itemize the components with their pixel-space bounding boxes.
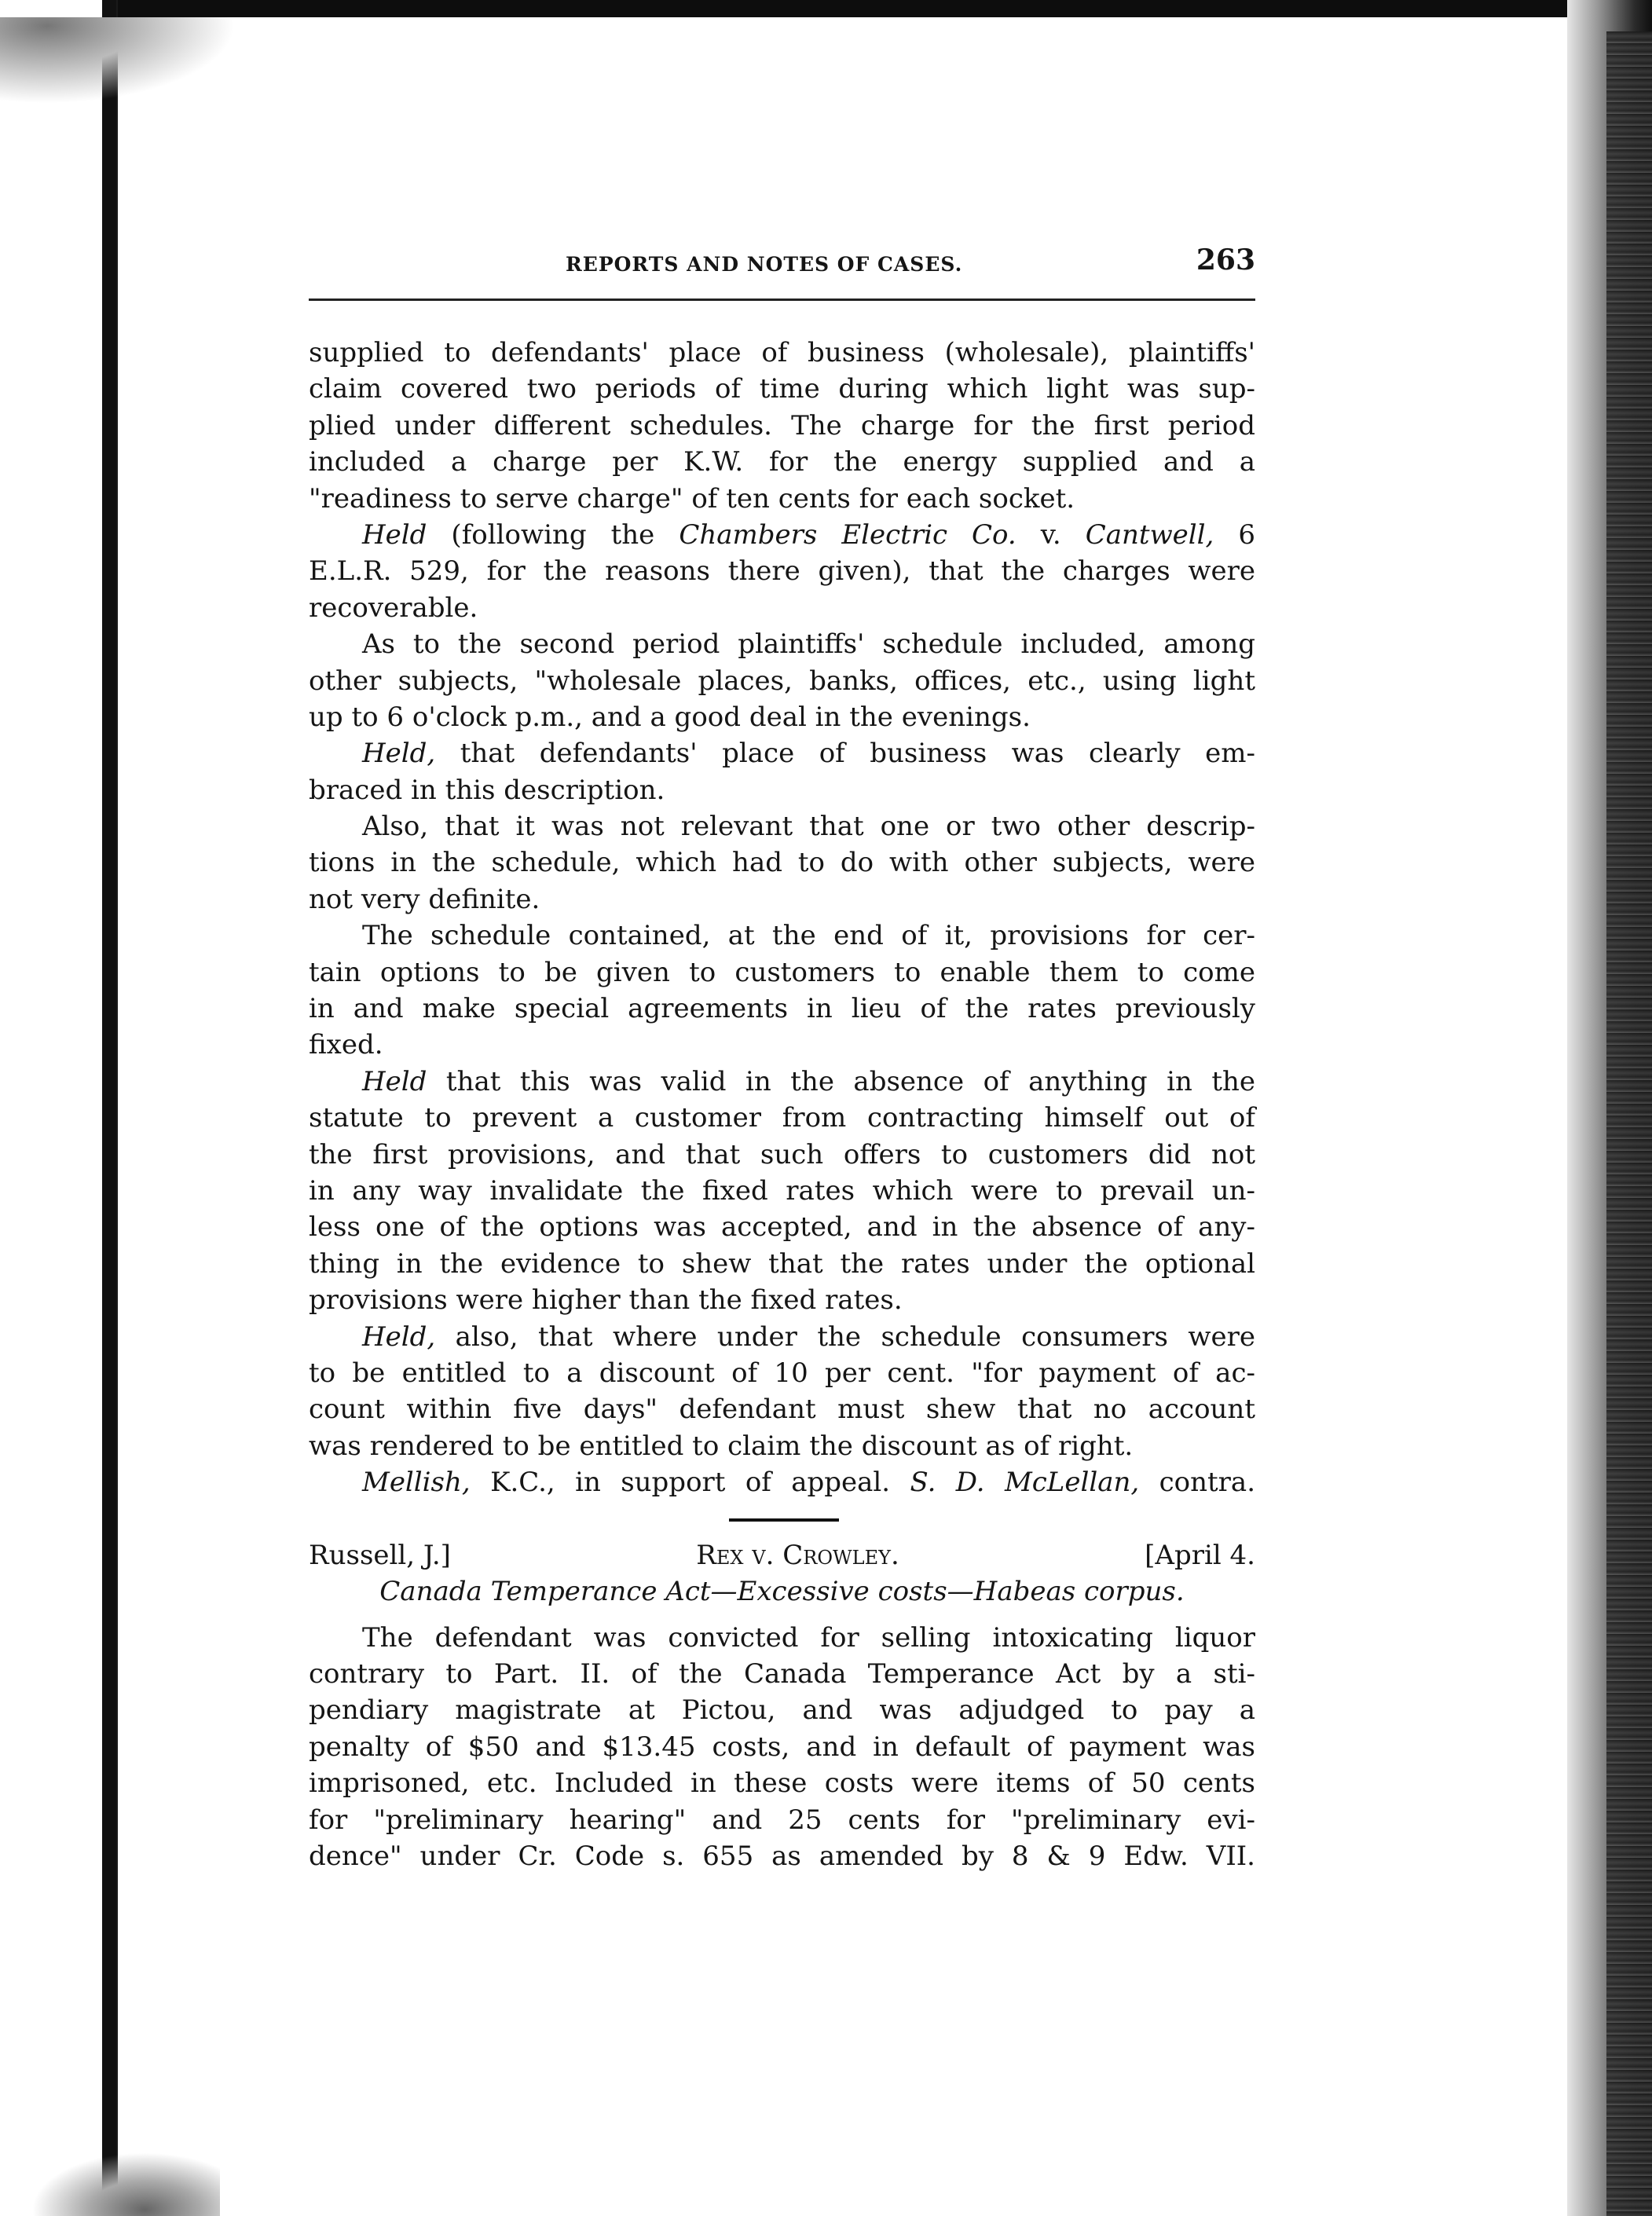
text-line: The schedule contained, at the end of it, provisions for cer- <box>362 920 1255 952</box>
text-line: was rendered to be entitled to claim the discount as of right. <box>309 1430 1134 1462</box>
text-line: plied under different schedules. The charge for the first period <box>309 409 1255 441</box>
text-line: up to 6 o'clock p.m., and a good deal in the evenings. <box>309 701 1031 733</box>
text-line: tain options to be given to customers to enable them to come <box>309 956 1255 988</box>
page-number: 263 <box>1196 244 1255 277</box>
text-line: tions in the schedule, which had to do with other subjects, were <box>309 847 1255 879</box>
case-citation: Cantwell, <box>1085 518 1214 551</box>
text-line: in and make special agreements in lieu of the rates previously <box>309 993 1255 1025</box>
case-heading <box>309 1537 1255 1573</box>
text-line: braced in this description. <box>309 774 665 806</box>
text-line: recoverable. <box>309 592 478 624</box>
scan-left-edge <box>102 0 116 2216</box>
counsel-line: Mellish, K.C., in support of appeal. S. D. McLellan, contra. <box>362 1467 1255 1499</box>
text-line: count within five days" defendant must shew that no account <box>309 1394 1255 1426</box>
running-head: REPORTS AND NOTES OF CASES. <box>566 253 963 276</box>
page-header <box>309 244 1255 299</box>
scan-top-border <box>0 0 1652 17</box>
text-line: "readiness to serve charge" of ten cents for each socket. <box>309 482 1075 515</box>
held-label: Held <box>362 1065 427 1097</box>
case-date: [April 4. <box>1145 1539 1255 1571</box>
text-line: not very definite. <box>309 883 540 915</box>
spacer <box>309 1610 1255 1620</box>
scan-smudge-bottom <box>31 2152 220 2216</box>
header-rule <box>309 299 1255 301</box>
text-line: Also, that it was not relevant that one or two other descrip- <box>362 811 1255 843</box>
appellant-counsel: Mellish, <box>362 1467 471 1499</box>
held-label: Held, <box>362 738 436 770</box>
held-paragraph-first-line: Held, also, that where under the schedule consumers were <box>362 1320 1255 1353</box>
case-subject: Canada Temperance Act—Excessive costs—Habeas corpus. <box>379 1576 1185 1608</box>
text-line: claim covered two periods of time during which light was sup- <box>309 373 1255 405</box>
text-line: provisions were higher than the fixed rates. <box>309 1284 903 1317</box>
text-line: to be entitled to a discount of 10 per cent. "for payment of ac- <box>309 1357 1255 1389</box>
case-citation: Chambers Electric Co. <box>679 518 1016 551</box>
text-line: for "preliminary hearing" and 25 cents for "preliminary evi- <box>309 1804 1255 1836</box>
text-line: The defendant was convicted for selling intoxicating liquor <box>362 1621 1255 1654</box>
text-line: less one of the options was accepted, and in the absence of any- <box>309 1211 1255 1244</box>
text-line: E.L.R. 529, for the reasons there given), that the charges were <box>309 555 1255 588</box>
scan-right-edge-band <box>1606 31 1652 2216</box>
text-line: other subjects, "wholesale places, banks, offices, etc., using light <box>309 665 1255 697</box>
text-line: dence" under Cr. Code s. 655 as amended by 8 & 9 Edw. VII. <box>309 1841 1255 1873</box>
case-separator <box>309 1501 1255 1537</box>
text-line: penalty of $50 and $13.45 costs, and in default of payment was <box>309 1731 1255 1763</box>
held-paragraph-first-line: Held, that defendants' place of business was clearly em- <box>362 738 1255 770</box>
text-line: thing in the evidence to shew that the rates under the optional <box>309 1247 1255 1280</box>
text-line: statute to prevent a customer from contracting himself out of <box>309 1102 1255 1134</box>
case-title: Rex v. Crowley. <box>696 1539 899 1571</box>
held-paragraph-first-line: Held that this was valid in the absence of anything in the <box>362 1065 1255 1097</box>
page-body <box>309 335 1255 1874</box>
scan-smudge-top <box>0 17 236 104</box>
held-paragraph-first-line: Held (following the Chambers Electric Co. v. Cantwell, 6 <box>362 518 1255 551</box>
text-line: As to the second period plaintiffs' schedule included, among <box>362 628 1255 661</box>
text-line: imprisoned, etc. Included in these costs were items of 50 cents <box>309 1767 1255 1800</box>
held-label: Held, <box>362 1320 436 1353</box>
text-line: fixed. <box>309 1029 383 1061</box>
held-label: Held <box>362 518 427 551</box>
respondent-counsel: S. D. McLellan, <box>910 1467 1140 1499</box>
text-line: supplied to defendants' place of business (wholesale), plaintiffs' <box>309 337 1255 368</box>
text-line: in any way invalidate the fixed rates which were to prevail un- <box>309 1174 1255 1207</box>
text-line: contrary to Part. II. of the Canada Temperance Act by a sti- <box>309 1658 1255 1690</box>
text-line: included a charge per K.W. for the energy supplied and a <box>309 446 1255 478</box>
scan-left-gutter <box>0 0 118 2216</box>
judge-name: Russell, J.] <box>309 1539 451 1571</box>
text-line: the first provisions, and that such offers to customers did not <box>309 1138 1255 1170</box>
text-line: pendiary magistrate at Pictou, and was adjudged to pay a <box>309 1694 1255 1727</box>
separator-rule <box>729 1518 839 1522</box>
